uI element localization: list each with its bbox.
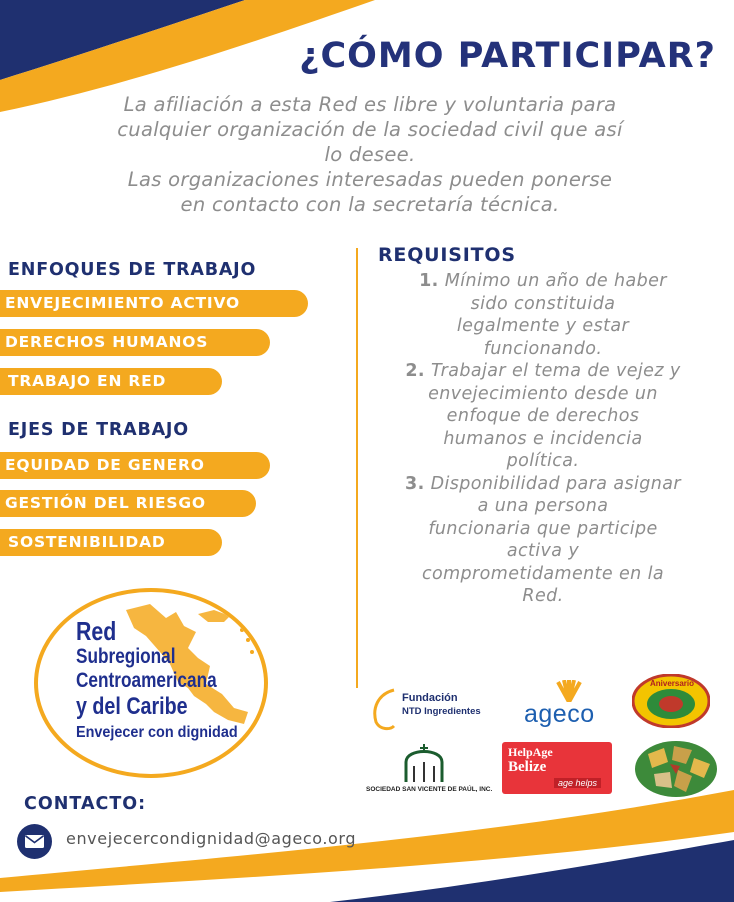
requisito-line: política. (506, 451, 580, 471)
logo-centroamericana: Centroamericana (76, 669, 217, 692)
requisito-item (368, 360, 718, 473)
logo-tagline: Envejecer con dignidad (76, 724, 238, 741)
intro-line: en contacto con la secretaría técnica. (180, 193, 560, 216)
ejes-heading: EJES DE TRABAJO (8, 420, 189, 440)
ageco-logo (522, 680, 622, 730)
intro-paragraph (30, 92, 710, 217)
logo-red: Red (76, 616, 117, 646)
requisito-line: comprometidamente en la (421, 563, 665, 584)
mail-icon (17, 824, 52, 859)
aniversario-label: Aniversario (650, 679, 695, 688)
intro-line: La afiliación a esta Red es libre y voluntaria para (123, 93, 617, 116)
requisito-number: 3. (405, 473, 425, 494)
requisito-item (368, 473, 718, 608)
requisito-line: Trabajar el tema de vejez y (430, 361, 681, 381)
requisito-line: humanos e incidencia (443, 428, 643, 449)
logo-subregional: Subregional (76, 645, 176, 668)
intro-line: lo desee. (324, 143, 416, 166)
requisito-line: sido constituida (470, 293, 616, 314)
ageco-name: ageco (524, 700, 595, 728)
fundacion-leaf-icon (372, 686, 398, 732)
requisito-number: 2. (405, 361, 425, 381)
requisito-item (368, 270, 718, 360)
requisito-line: Mínimo un año de haber (444, 271, 667, 291)
requisitos-heading: REQUISITOS (378, 244, 516, 266)
intro-line: cualquier organización de la sociedad civil que así (117, 118, 623, 141)
mosaic-circle-logo (634, 740, 718, 798)
logo-caribe: y del Caribe (76, 693, 188, 720)
requisito-line: funcionaria que participe (428, 518, 658, 539)
column-divider (356, 248, 358, 688)
helpage-tagline: age helps (554, 778, 601, 788)
requisito-line: a una persona (477, 496, 609, 516)
sanvicente-name: SOCIEDAD SAN VICENTE DE PAÚL, INC. (366, 786, 493, 793)
contact-email-link[interactable]: envejecercondignidad@ageco.org (66, 829, 357, 848)
eje-pill: GESTIÓN DEL RIESGO (0, 490, 256, 517)
fundacion-name: Fundación (402, 692, 458, 704)
intro-line: Las organizaciones interesadas pueden ponerse (127, 168, 613, 191)
requisitos-list (368, 270, 718, 608)
page-title: ¿CÓMO PARTICIPAR? (299, 36, 716, 76)
fundacion-subname: NTD Ingredientes (402, 706, 481, 717)
ageco-sunburst-icon (550, 680, 588, 702)
requisito-line: Disponibilidad para asignar (430, 473, 681, 494)
network-logo (34, 588, 268, 778)
requisito-line: envejecimiento desde un (428, 383, 658, 404)
fundacion-ntd-logo (372, 684, 512, 734)
enfoque-pill: ENVEJECIMIENTO ACTIVO (0, 290, 308, 317)
requisito-line: Red. (522, 586, 564, 606)
eje-pill: SOSTENIBILIDAD (0, 529, 222, 556)
sanvicente-arch-icon (402, 742, 446, 782)
eje-pill: EQUIDAD DE GENERO (0, 452, 270, 479)
helpage-belize-logo (502, 742, 612, 794)
helpage-country: Belize (508, 759, 547, 775)
requisito-line: enfoque de derechos (446, 406, 640, 426)
requisito-number: 1. (419, 271, 439, 291)
requisito-line: legalmente y estar (456, 316, 630, 336)
requisito-line: funcionando. (483, 338, 603, 359)
sanvicente-logo (366, 742, 493, 798)
enfoques-heading: ENFOQUES DE TRABAJO (8, 260, 257, 280)
enfoque-pill: TRABAJO EN RED (0, 368, 222, 395)
envelope-icon (25, 835, 44, 848)
contact-heading: CONTACTO: (24, 794, 147, 814)
aniversario-logo (632, 674, 710, 728)
requisito-line: activa y (506, 541, 580, 561)
enfoque-pill: DERECHOS HUMANOS (0, 329, 270, 356)
helpage-name: HelpAge (508, 745, 553, 759)
